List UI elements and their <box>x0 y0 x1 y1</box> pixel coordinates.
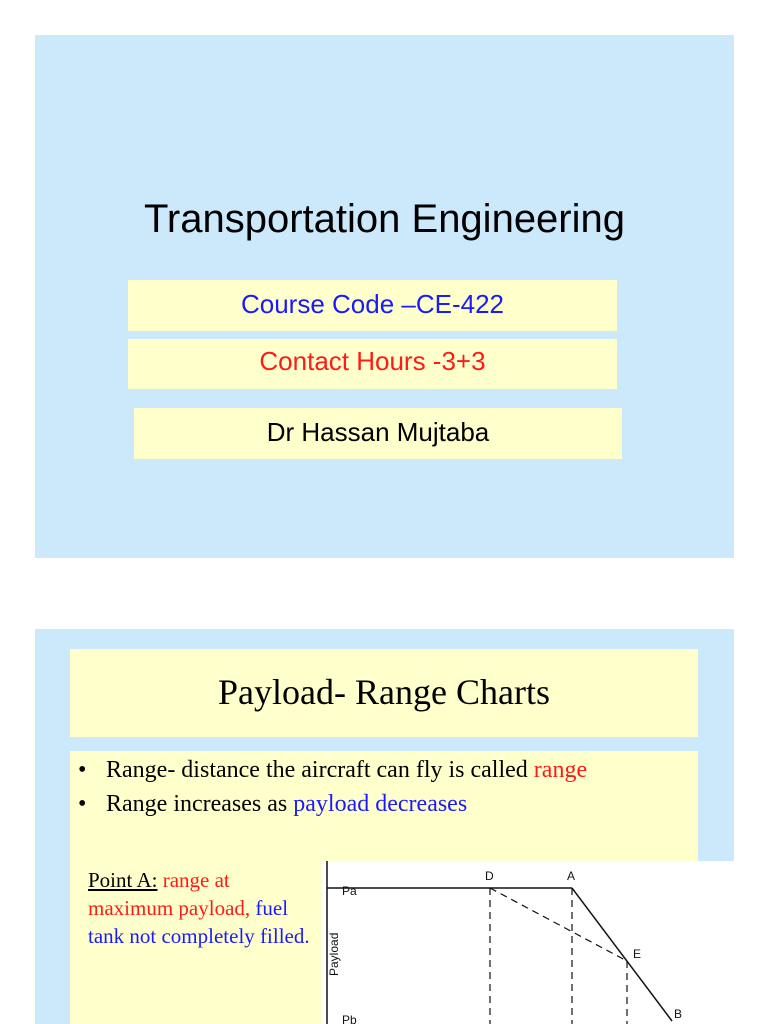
list-item <box>78 789 587 823</box>
bullet-list <box>78 755 587 823</box>
point-a-note <box>88 866 318 950</box>
bullet-highlight: payload decreases <box>293 791 468 817</box>
point-a-label: Point A: <box>88 868 158 892</box>
point-e-label: E <box>633 947 642 961</box>
point-a-part1: range at maximum payload, <box>88 868 251 920</box>
point-a-part2: fuel tank not completely filled. <box>88 896 310 948</box>
de-dashed-line <box>490 888 627 961</box>
author-name: Dr Hassan Mujtaba <box>266 417 490 447</box>
bullet-icon: • <box>78 757 87 783</box>
bullet-text: Range- distance the aircraft can fly is called <box>106 757 534 783</box>
bullet-icon: • <box>78 791 87 817</box>
course-code-box <box>128 280 617 331</box>
bullet-text: Range increases as <box>106 791 294 817</box>
bullet-highlight: range <box>533 757 588 783</box>
pb-tick-label: Pb <box>342 1013 357 1024</box>
payload-range-slide <box>35 629 734 1024</box>
slide-title: Payload- Range Charts <box>218 672 550 712</box>
point-b-label: B <box>674 1007 683 1021</box>
slide-title: Transportation Engineering <box>143 197 626 241</box>
diagram-svg <box>322 861 734 1024</box>
list-item <box>78 755 587 789</box>
point-d-label: D <box>485 869 494 883</box>
author-box <box>134 408 622 459</box>
point-a-marker-label: A <box>567 869 576 883</box>
slide-title-box <box>70 649 698 737</box>
title-slide <box>35 35 734 558</box>
pa-tick-label: Pa <box>342 884 357 898</box>
course-code: Course Code –CE-422 <box>240 289 505 319</box>
contact-hours-box <box>128 339 617 389</box>
y-axis-label: Payload <box>327 932 341 976</box>
ab-line <box>572 888 672 1021</box>
payload-range-diagram <box>322 861 734 1024</box>
contact-hours: Contact Hours -3+3 <box>259 346 486 376</box>
